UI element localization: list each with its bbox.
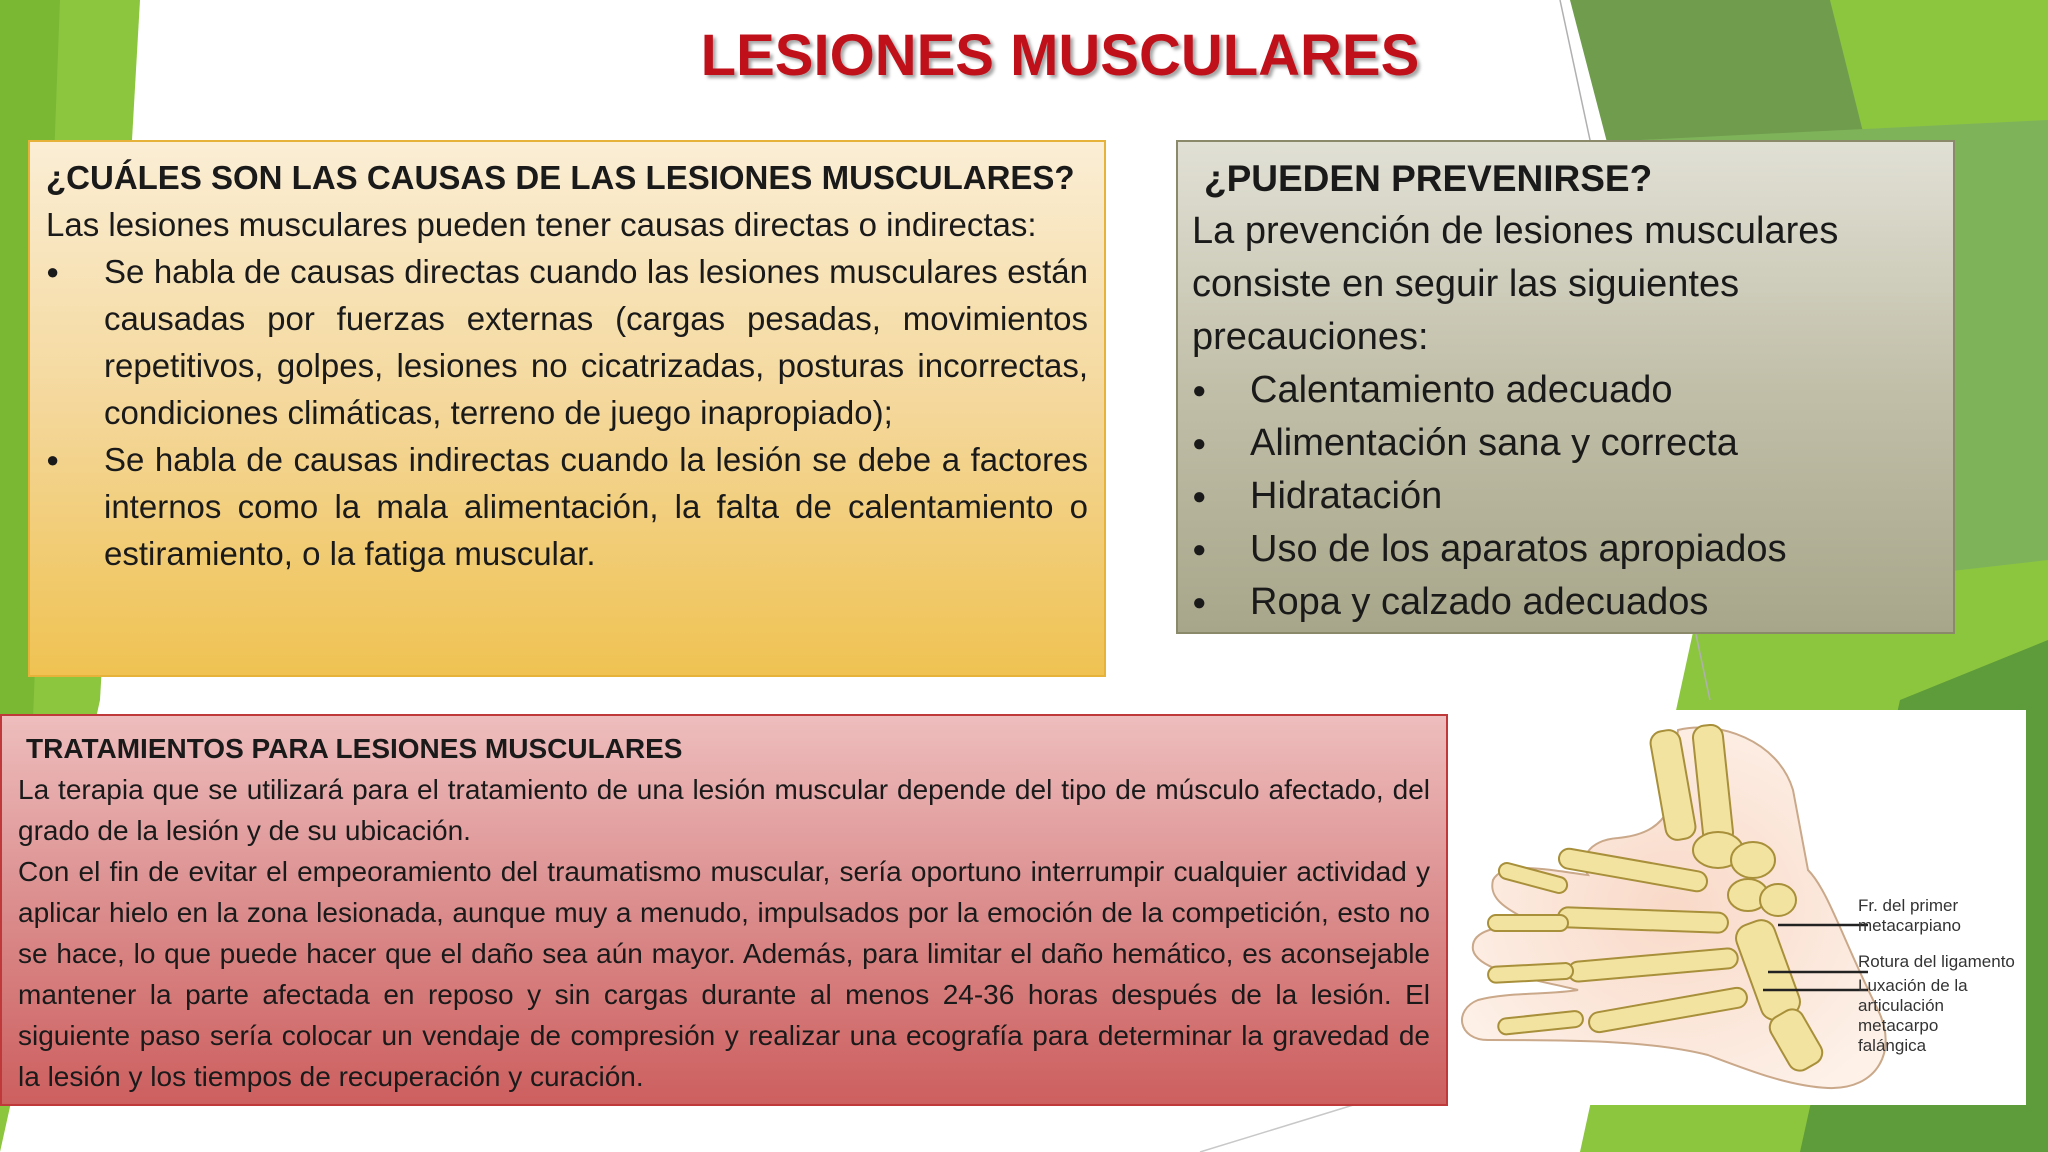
list-item	[46, 436, 1088, 577]
list-item-text: Calentamiento adecuado	[1250, 369, 1673, 411]
list-item-text: Se habla de causas directas cuando las lesiones musculares están causadas por fuerzas externas (cargas pesadas, movimientos repetitivos, golpes, lesiones no cicatrizadas, posturas incorrectas, condiciones climáticas, terreno de juego inapropiado);	[104, 253, 1088, 431]
causes-list	[46, 248, 1088, 577]
treatment-box	[0, 714, 1448, 1106]
label-joint-dislocation: Luxación de la articulación metacarpo falángica	[1858, 976, 1968, 1055]
causes-box	[28, 140, 1106, 677]
treatment-heading: TRATAMIENTOS PARA LESIONES MUSCULARES	[26, 733, 683, 764]
label-ligament-rupture: Rotura del ligamento	[1858, 952, 2015, 971]
list-item	[1192, 417, 1939, 470]
treatment-paragraph-2: Con el fin de evitar el empeoramiento del traumatismo muscular, sería oportuno interrumpir cualquier actividad y aplicar hielo en la zona lesionada, aunque muy a menudo, impulsados por la emoción de la competición, esto no se hace, lo que puede hacer que el daño sea aún mayor. Además, para limitar el daño hemático, es aconsejable mantener la parte afectada en reposo y sin cargas durante al menos 24-36 horas después de la lesión. El siguiente paso sería colocar un vendaje de compresión y realizar una ecografía para determinar la gravedad de la lesión y los tiempos de recuperación y curación.	[18, 856, 1430, 1092]
label-metacarpal-fracture: Fr. del primer metacarpiano	[1858, 896, 1962, 935]
prevention-list	[1192, 364, 1939, 629]
bullet-icon: ●	[46, 447, 60, 472]
treatment-paragraph-1: La terapia que se utilizará para el tratamiento de una lesión muscular depende del tipo de músculo afectado, del grado de la lesión y de su ubicación.	[18, 774, 1430, 846]
prevention-intro: La prevención de lesiones musculares consiste en seguir las siguientes precauciones:	[1192, 210, 1839, 358]
bullet-icon: ●	[1192, 377, 1207, 404]
list-item-text: Ropa y calzado adecuados	[1250, 581, 1709, 623]
list-item-text: Hidratación	[1250, 475, 1443, 517]
list-item	[46, 248, 1088, 436]
list-item	[1192, 470, 1939, 523]
list-item-text: Se habla de causas indirectas cuando la lesión se debe a factores internos como la mala alimentación, la falta de calentamiento o estiramiento, o la fatiga muscular.	[104, 441, 1088, 572]
bullet-icon: ●	[1192, 430, 1207, 457]
bullet-icon: ●	[1192, 483, 1207, 510]
hand-bones-illustration	[1448, 710, 2026, 1105]
causes-question: ¿CUÁLES SON LAS CAUSAS DE LAS LESIONES MUSCULARES?	[46, 159, 1075, 196]
prevention-question: ¿PUEDEN PREVENIRSE?	[1204, 158, 1653, 199]
list-item	[1192, 523, 1939, 576]
bullet-icon: ●	[1192, 536, 1207, 563]
slide-title: LESIONES MUSCULARES	[700, 23, 1420, 88]
list-item-text: Alimentación sana y correcta	[1250, 422, 1738, 464]
list-item-text: Uso de los aparatos apropiados	[1250, 528, 1787, 570]
bullet-icon: ●	[46, 259, 60, 284]
bullet-icon: ●	[1192, 589, 1207, 616]
causes-intro: Las lesiones musculares pueden tener causas directas o indirectas:	[46, 206, 1037, 243]
list-item	[1192, 576, 1939, 629]
list-item	[1192, 364, 1939, 417]
prevention-box	[1176, 140, 1955, 634]
